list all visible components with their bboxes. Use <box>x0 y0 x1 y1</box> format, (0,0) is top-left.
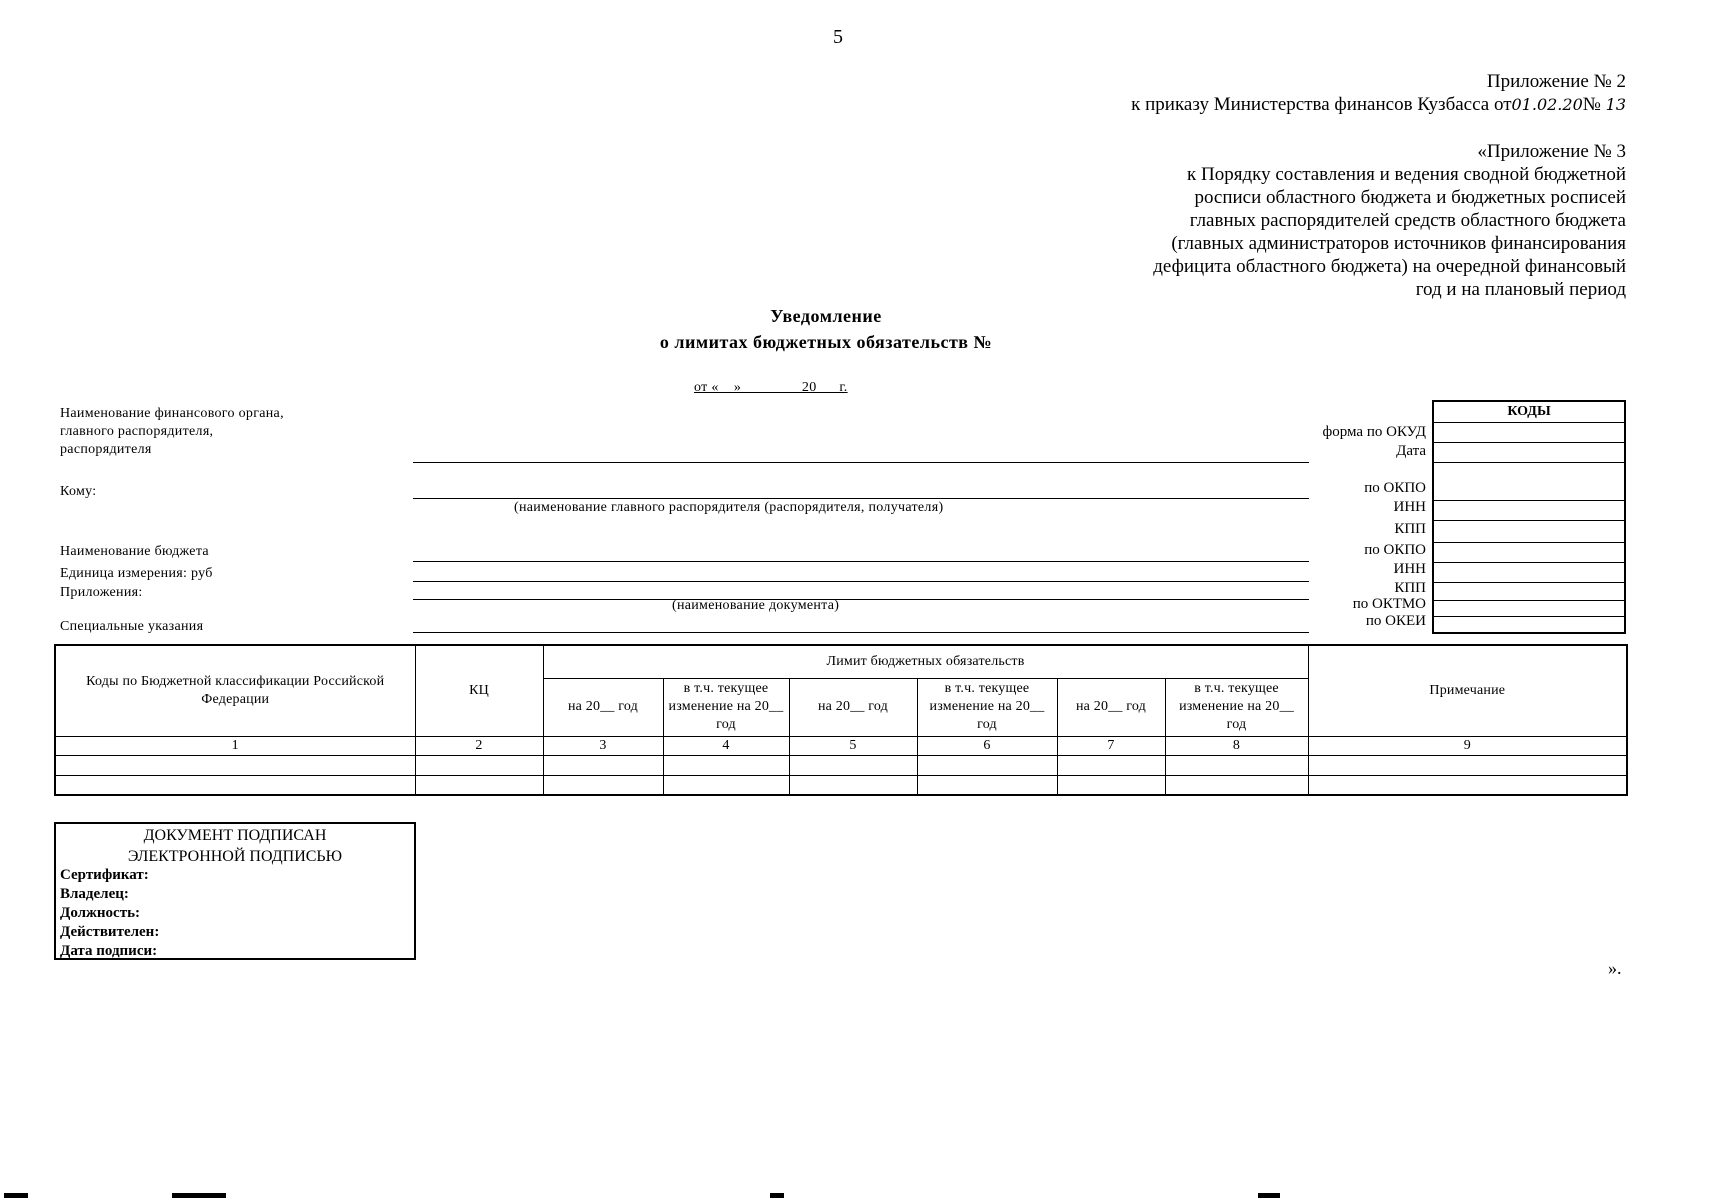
inner-annex-line: главных распорядителей средств областного бюджета <box>1189 210 1626 231</box>
stamp-sign-date: Дата подписи: <box>60 943 158 959</box>
table-cell[interactable] <box>1308 755 1627 775</box>
scan-artifact <box>770 1193 784 1198</box>
table-cell[interactable] <box>663 775 789 795</box>
label-to: Кому: <box>60 484 97 499</box>
table-cell[interactable] <box>543 755 663 775</box>
label-attachments: Приложения: <box>60 585 143 600</box>
inner-annex-line: (главных администраторов источников финансирования <box>1171 233 1626 254</box>
table-cell[interactable] <box>917 775 1057 795</box>
inner-annex-line: «Приложение № 3 <box>1477 141 1626 162</box>
table-cell[interactable] <box>55 755 415 775</box>
inner-annex-line: росписи областного бюджета и бюджетных росписей <box>1194 187 1626 208</box>
code-cell-okpo-2[interactable] <box>1433 542 1625 562</box>
stamp-header-2: ЭЛЕКТРОННОЙ ПОДПИСЬЮ <box>127 848 343 865</box>
header-bk-codes: Коды по Бюджетной классификации Российской Федерации <box>55 645 415 736</box>
table-cell[interactable] <box>415 755 543 775</box>
label-fin-body-line: главного распорядителя, <box>60 424 214 439</box>
header-kc: КЦ <box>415 645 543 736</box>
code-label-date: Дата <box>1396 443 1426 459</box>
table-cell[interactable] <box>789 775 917 795</box>
code-cell-okud[interactable] <box>1433 422 1625 442</box>
col-number: 2 <box>415 736 543 755</box>
code-cell-oktmo[interactable] <box>1433 600 1625 616</box>
table-cell[interactable] <box>1165 755 1308 775</box>
hint-document: (наименование документа) <box>672 598 840 613</box>
annex-header <box>1131 70 1626 116</box>
stamp-header-1: ДОКУМЕНТ ПОДПИСАН <box>143 827 327 844</box>
header-year-3: на 20__ год <box>1057 678 1165 736</box>
col-number: 7 <box>1057 736 1165 755</box>
code-cell-kpp[interactable] <box>1433 520 1625 542</box>
col-number: 6 <box>917 736 1057 755</box>
code-label-kpp-2: КПП <box>1394 580 1426 596</box>
code-label-okpo-2: по ОКПО <box>1364 542 1426 558</box>
hint-recipient: (наименование главного распорядителя (распорядителя, получателя) <box>514 500 944 515</box>
code-label-inn: ИНН <box>1393 499 1426 515</box>
inner-annex-line: год и на плановый период <box>1415 279 1626 300</box>
col-number: 3 <box>543 736 663 755</box>
inner-annex-line: к Порядку составления и ведения сводной бюджетной <box>1187 164 1626 185</box>
fill-line-special <box>413 632 1309 633</box>
fill-line-unit <box>413 581 1309 582</box>
code-cell-date[interactable] <box>1433 442 1625 462</box>
code-label-okpo: по ОКПО <box>1364 480 1426 496</box>
inner-annex-line: дефицита областного бюджета) на очередной финансовый <box>1153 256 1626 277</box>
label-unit: Единица измерения: руб <box>60 566 213 581</box>
handwritten-date: 01.02.20 <box>1511 95 1583 114</box>
doc-title: Уведомление <box>770 306 882 326</box>
code-cell-okei[interactable] <box>1433 616 1625 633</box>
table-cell[interactable] <box>1165 775 1308 795</box>
code-cell-okpo[interactable] <box>1433 462 1625 500</box>
scan-artifact <box>172 1193 226 1198</box>
annex-line-1: Приложение № 2 <box>1486 71 1626 92</box>
table-cell[interactable] <box>663 755 789 775</box>
table-cell[interactable] <box>415 775 543 795</box>
label-fin-body-line: Наименование финансового органа, <box>60 406 284 421</box>
code-cell-inn-2[interactable] <box>1433 562 1625 582</box>
stamp-position: Должность: <box>60 905 141 921</box>
code-label-okud: форма по ОКУД <box>1322 424 1426 440</box>
header-limits-group: Лимит бюджетных обязательств <box>543 645 1308 678</box>
table-cell[interactable] <box>1057 775 1165 795</box>
table-cell[interactable] <box>789 755 917 775</box>
stamp-valid: Действителен: <box>60 924 160 940</box>
code-label-okei: по ОКЕИ <box>1365 613 1426 629</box>
header-note: Примечание <box>1308 645 1627 736</box>
label-fin-body <box>60 405 284 459</box>
doc-subtitle: о лимитах бюджетных обязательств № <box>659 332 993 352</box>
fill-line-fin-body <box>413 462 1309 463</box>
annex-number-sign: № <box>1582 94 1601 115</box>
closing-quote: ». <box>1608 958 1622 978</box>
handwritten-number: 13 <box>1605 95 1626 114</box>
label-budget: Наименование бюджета <box>60 544 209 559</box>
header-current-2: в т.ч. текущее изменение на 20__ год <box>917 678 1057 736</box>
header-year-2: на 20__ год <box>789 678 917 736</box>
codes-table <box>1432 400 1626 634</box>
col-number: 9 <box>1308 736 1627 755</box>
fill-line-to <box>413 498 1309 499</box>
limits-table <box>54 644 1628 796</box>
inner-annex <box>1153 140 1626 301</box>
table-cell[interactable] <box>1057 755 1165 775</box>
table-cell[interactable] <box>917 755 1057 775</box>
doc-date-line: от « » 20 г. <box>694 380 848 395</box>
table-row <box>55 755 1627 775</box>
annex-line-2 <box>1131 93 1626 116</box>
code-label-inn-2: ИНН <box>1393 561 1426 577</box>
fill-line-budget <box>413 561 1309 562</box>
table-cell[interactable] <box>543 775 663 795</box>
col-number: 8 <box>1165 736 1308 755</box>
scan-artifact <box>1258 1193 1280 1198</box>
code-label-oktmo: по ОКТМО <box>1352 596 1426 612</box>
col-number: 4 <box>663 736 789 755</box>
e-signature-stamp <box>54 822 416 960</box>
fill-line-attachments <box>413 599 1309 600</box>
table-row <box>55 775 1627 795</box>
col-number: 1 <box>55 736 415 755</box>
stamp-owner: Владелец: <box>60 886 129 902</box>
page-number: 5 <box>833 26 843 48</box>
header-year-1: на 20__ год <box>543 678 663 736</box>
header-current-1: в т.ч. текущее изменение на 20__ год <box>663 678 789 736</box>
col-number: 5 <box>789 736 917 755</box>
code-cell-inn[interactable] <box>1433 500 1625 520</box>
code-cell-kpp-2[interactable] <box>1433 582 1625 600</box>
table-cell[interactable] <box>55 775 415 795</box>
table-cell[interactable] <box>1308 775 1627 795</box>
header-current-3: в т.ч. текущее изменение на 20__ год <box>1165 678 1308 736</box>
scan-artifact <box>4 1193 28 1198</box>
stamp-certificate: Сертификат: <box>60 867 149 883</box>
codes-header: КОДЫ <box>1433 401 1625 422</box>
annex-order-text: к приказу Министерства финансов Кузбасса от <box>1131 94 1512 115</box>
label-fin-body-line: распорядителя <box>60 442 152 457</box>
label-special: Специальные указания <box>60 619 204 634</box>
code-label-kpp: КПП <box>1394 521 1426 537</box>
